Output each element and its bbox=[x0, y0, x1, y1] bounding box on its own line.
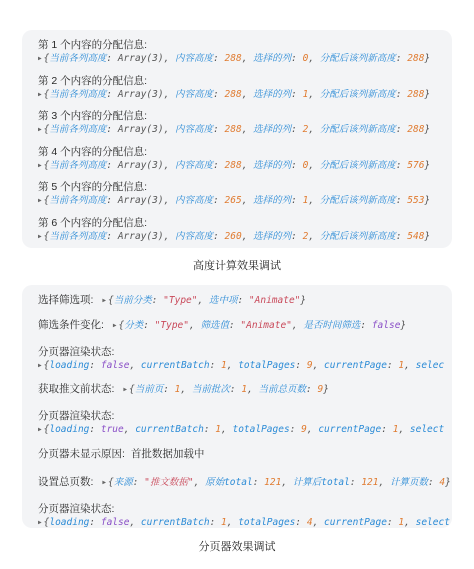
allocation-log-entry bbox=[38, 216, 430, 244]
allocation-log-entry bbox=[38, 180, 430, 208]
condition-log: 筛选条件变化: ▶ {分类: "Type", 筛选值: "Animate", 是否时间筛选: false} bbox=[38, 319, 407, 331]
allocation-log-object: ▶ {当前各列高度: Array(3), 内容高度: 288, 选择的列: 2, 分配后该列新高度: 288} bbox=[38, 124, 431, 135]
height-debug-panel bbox=[22, 30, 452, 248]
expand-triangle-icon[interactable]: ▶ bbox=[38, 519, 42, 526]
height-debug-caption: 高度计算效果调试 bbox=[193, 260, 281, 272]
allocation-log-title: 第 3 个内容的分配信息: bbox=[38, 110, 148, 122]
allocation-log-entry bbox=[38, 109, 430, 137]
pager-hidden-reason-log: 分页器未显示原因: 首批数据加载中 bbox=[38, 448, 205, 460]
render-state-log-3: 分页器渲染状态: ▶ {loading: false, currentBatch: 1, totalPages: 4, currentPage: 1, select bbox=[38, 503, 450, 528]
render-state-log-2: 分页器渲染状态: ▶ {loading: true, currentBatch: 1, totalPages: 9, currentPage: 1, select bbox=[38, 410, 445, 435]
allocation-log-title: 第 2 个内容的分配信息: bbox=[38, 74, 148, 87]
allocation-log-entry bbox=[38, 74, 430, 102]
render-state-log-1: 分页器渲染状态: ▶ {loading: false, currentBatch: 1, totalPages: 9, currentPage: 1, selec bbox=[38, 346, 445, 371]
expand-triangle-icon[interactable]: ▶ bbox=[38, 426, 42, 433]
expand-triangle-icon[interactable]: ▶ bbox=[38, 126, 42, 133]
allocation-log-entry bbox=[38, 145, 430, 173]
expand-triangle-icon[interactable]: ▶ bbox=[102, 479, 106, 486]
allocation-log-title: 第 6 个内容的分配信息: bbox=[38, 216, 148, 229]
filter-log: 选择筛选项: ▶ {当前分类: "Type", 选中项: "Animate"} bbox=[38, 294, 307, 306]
expand-triangle-icon[interactable]: ▶ bbox=[38, 90, 42, 98]
expand-triangle-icon[interactable]: ▶ bbox=[38, 161, 42, 169]
expand-triangle-icon[interactable]: ▶ bbox=[38, 197, 42, 204]
allocation-log-object: ▶ {当前各列高度: Array(3), 内容高度: 288, 选择的列: 0, 分配后该列新高度: 288} bbox=[38, 53, 431, 64]
expand-triangle-icon[interactable]: ▶ bbox=[38, 232, 42, 240]
expand-triangle-icon[interactable]: ▶ bbox=[38, 55, 42, 62]
allocation-log-object: ▶ {当前各列高度: Array(3), 内容高度: 260, 选择的列: 2, 分配后该列新高度: 548} bbox=[38, 230, 431, 242]
fetch-state-log: 获取推文前状态: ▶ {当前页: 1, 当前批次: 1, 当前总页数: 9} bbox=[38, 383, 329, 395]
total-pages-log: 设置总页数: ▶ {来源: "推文数据", 原始total: 121, 计算后total: 121, 计算页数: 4} bbox=[38, 476, 451, 488]
pager-debug-panel bbox=[22, 285, 452, 528]
expand-triangle-icon[interactable]: ▶ bbox=[38, 362, 42, 369]
allocation-log-entry bbox=[38, 38, 430, 66]
expand-triangle-icon[interactable]: ▶ bbox=[123, 386, 127, 393]
allocation-log-title: 第 4 个内容的分配信息: bbox=[38, 145, 148, 158]
expand-triangle-icon[interactable]: ▶ bbox=[102, 297, 106, 304]
expand-triangle-icon[interactable]: ▶ bbox=[112, 322, 117, 329]
allocation-log-object: ▶ {当前各列高度: Array(3), 内容高度: 288, 选择的列: 0, 分配后该列新高度: 576} bbox=[38, 159, 431, 171]
allocation-log-object: ▶ {当前各列高度: Array(3), 内容高度: 265, 选择的列: 1, 分配后该列新高度: 553} bbox=[38, 195, 431, 206]
allocation-log-title: 第 5 个内容的分配信息: bbox=[38, 181, 148, 193]
pager-debug-caption: 分页器效果调试 bbox=[198, 541, 276, 553]
allocation-log-object: ▶ {当前各列高度: Array(3), 内容高度: 288, 选择的列: 1, 分配后该列新高度: 288} bbox=[38, 88, 431, 100]
allocation-log-title: 第 1 个内容的分配信息: bbox=[38, 39, 148, 51]
